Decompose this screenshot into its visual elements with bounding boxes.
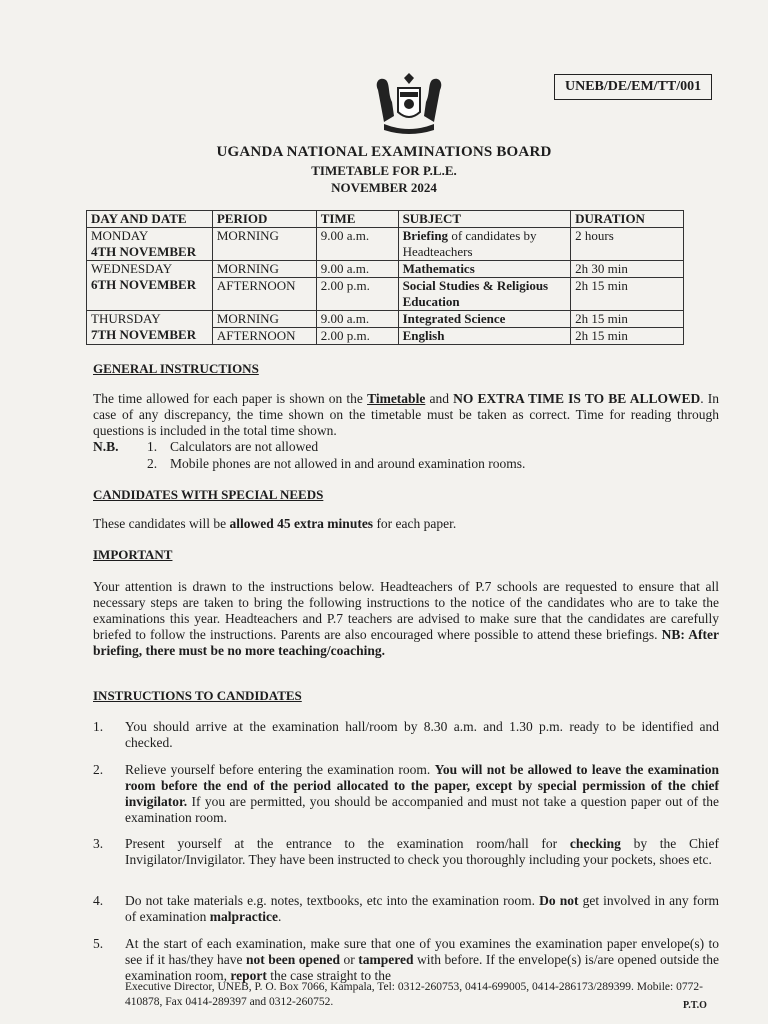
- special-needs-text: These candidates will be allowed 45 extra minutes for each paper.: [93, 516, 457, 531]
- timetable-table: [86, 210, 684, 345]
- uganda-coat-of-arms-icon: [370, 72, 448, 138]
- org-title: UGANDA NATIONAL EXAMINATIONS BOARD: [216, 144, 552, 160]
- subject-cell: Briefing of candidates by Headteachers: [398, 228, 571, 261]
- list-item: 4. Do not take materials e.g. notes, textbooks, etc into the examination room. Do not get involved in any form of examination malpractice.: [93, 893, 719, 924]
- subject-cell: English: [398, 328, 571, 345]
- time-cell: 2.00 p.m.: [316, 328, 398, 345]
- time-cell: 9.00 a.m.: [316, 261, 398, 278]
- day-cell: MONDAY 4TH NOVEMBER: [87, 228, 213, 261]
- table-row: [87, 261, 684, 278]
- exam-period: NOVEMBER 2024: [331, 180, 437, 195]
- column-header: PERIOD: [212, 211, 316, 228]
- period-cell: MORNING: [212, 228, 316, 261]
- nb-number: 2.: [147, 456, 158, 471]
- duration-cell: 2h 30 min: [571, 261, 684, 278]
- day-cell: WEDNESDAY 6TH NOVEMBER: [87, 261, 213, 311]
- period-cell: MORNING: [212, 261, 316, 278]
- table-header-row: [87, 211, 684, 228]
- list-item: 5. At the start of each examination, make sure that one of you examines the examination paper envelope(s) to see if it has/they have not been opened or tampered with before. If the envelope(s) is/are opened outside the examination room, report the case straight to the: [93, 936, 719, 983]
- day-cell: THURSDAY 7TH NOVEMBER: [87, 311, 213, 345]
- nb-item: Mobile phones are not allowed in and around examination rooms.: [170, 456, 526, 471]
- column-header: SUBJECT: [398, 211, 571, 228]
- time-cell: 9.00 a.m.: [316, 311, 398, 328]
- time-cell: 9.00 a.m.: [316, 228, 398, 261]
- subject-cell: Mathematics: [398, 261, 571, 278]
- subject-cell: Social Studies & Religious Education: [398, 278, 571, 311]
- nb-number: 1.: [147, 439, 158, 454]
- list-item: 3. Present yourself at the entrance to the examination room/hall for checking by the Chief Invigilator/Invigilator. They have been instructed to check you thoroughly including your pockets, shoes etc.: [93, 836, 719, 867]
- column-header: DURATION: [571, 211, 684, 228]
- column-header: TIME: [316, 211, 398, 228]
- reference-code: UNEB/DE/EM/TT/001: [554, 74, 712, 100]
- general-instructions-text: The time allowed for each paper is shown on the Timetable and NO EXTRA TIME IS TO BE ALLOWED. In case of any discrepancy, the time shown on the timetable must be taken as correct. Time for reading through questions is included in the total time shown.: [93, 391, 720, 438]
- nb-label: N.B.: [93, 439, 119, 454]
- table-row: [87, 228, 684, 261]
- period-cell: AFTERNOON: [212, 328, 316, 345]
- duration-cell: 2h 15 min: [571, 278, 684, 311]
- timetable-subtitle: TIMETABLE FOR P.L.E.: [311, 163, 457, 178]
- contact-footer: Executive Director, UNEB, P. O. Box 7066, Kampala, Tel: 0312-260753, 0414-699005, 0414-286173/289399. Mobile: 0772-410878, Fax 0414-289397 and 0312-260752.: [125, 981, 703, 1008]
- important-heading: IMPORTANT: [93, 547, 173, 562]
- special-needs-heading: CANDIDATES WITH SPECIAL NEEDS: [93, 487, 324, 502]
- column-header: DAY AND DATE: [87, 211, 213, 228]
- pto-label: P.T.O: [683, 1000, 707, 1011]
- important-text: Your attention is drawn to the instructions below. Headteachers of P.7 schools are requested to ensure that all necessary steps are taken to bring the following instructions to the notice of the candidates who are to take the examinations this year. Headteachers and P.7 teachers are advised to make sure that the candidates are carefully briefed to follow the instructions. Parents are also encouraged where possible to attend these briefings. NB: After briefing, there must be no more teaching/coaching.: [93, 579, 719, 658]
- instructions-heading: INSTRUCTIONS TO CANDIDATES: [93, 688, 302, 703]
- general-instructions-heading: GENERAL INSTRUCTIONS: [93, 361, 259, 376]
- period-cell: AFTERNOON: [212, 278, 316, 311]
- table-row: [87, 311, 684, 328]
- list-item: 2. Relieve yourself before entering the examination room. You will not be allowed to leave the examination room before the end of the period allocated to the paper, except by special permission of the chief invigilator. If you are permitted, you should be accompanied and must not take a question paper out of the examination room.: [93, 762, 719, 825]
- time-cell: 2.00 p.m.: [316, 278, 398, 311]
- duration-cell: 2h 15 min: [571, 311, 684, 328]
- duration-cell: 2 hours: [571, 228, 684, 261]
- period-cell: MORNING: [212, 311, 316, 328]
- nb-item: Calculators are not allowed: [170, 439, 319, 454]
- list-item: 1. You should arrive at the examination hall/room by 8.30 a.m. and 1.30 p.m. ready to be identified and checked.: [93, 719, 719, 750]
- duration-cell: 2h 15 min: [571, 328, 684, 345]
- subject-cell: Integrated Science: [398, 311, 571, 328]
